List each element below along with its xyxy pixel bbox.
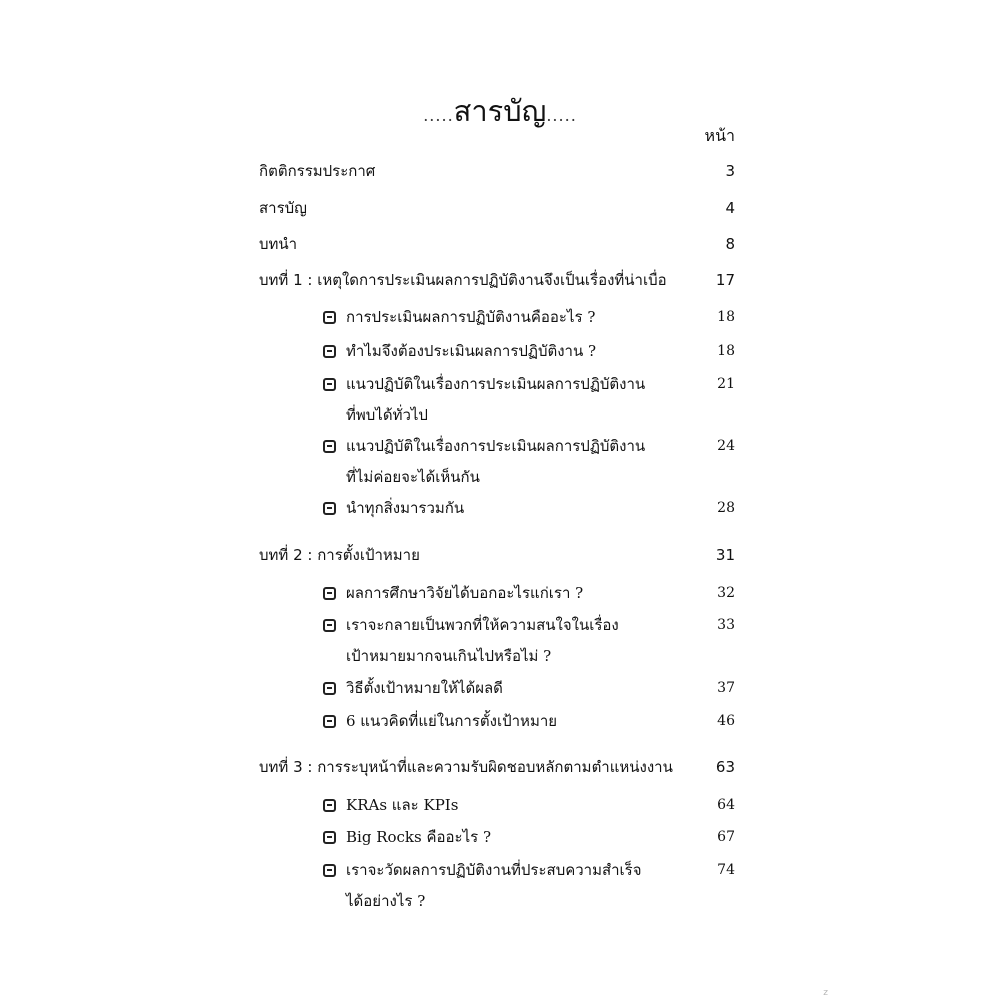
toc-subitem-page: 28	[717, 500, 735, 516]
toc-subitem-page: 46	[717, 713, 735, 729]
toc-subitem-text: 6 แนวคิดที่แย่ในการตั้งเป้าหมาย	[346, 712, 558, 730]
toc-entry-introduction	[259, 233, 735, 255]
toc-subitem-text: การประเมินผลการปฏิบัติงานคืออะไร ?	[346, 308, 596, 326]
toc-subitem	[323, 826, 735, 853]
toc-subitem-text: วิธีตั้งเป้าหมายให้ได้ผลดี	[346, 679, 503, 697]
page-column-label: หน้า	[704, 126, 735, 145]
toc-subitem	[323, 614, 735, 672]
toc-entry-acknowledgements	[259, 160, 735, 182]
toc-subitem-text: KRAs และ KPIs	[346, 796, 459, 814]
toc-subitem	[323, 373, 735, 431]
toc-subitem-page: 74	[717, 862, 735, 878]
toc-entry-chapter-2	[259, 544, 735, 566]
toc-entry-page: 3	[725, 162, 735, 180]
toc-subitem-text: ทำไมจึงต้องประเมินผลการปฏิบัติงาน ?	[346, 342, 597, 360]
toc-subitem-page: 67	[717, 829, 735, 845]
toc-entry-text: สารบัญ	[259, 199, 307, 217]
checkbox-bullet-icon	[323, 502, 336, 515]
toc-subitem-text: ผลการศึกษาวิจัยได้บอกอะไรแก่เรา ?	[346, 584, 584, 602]
corner-mark: z	[823, 988, 828, 998]
toc-subitem	[323, 435, 735, 493]
toc-subitem-page: 32	[717, 585, 735, 601]
toc-entry-text: บทที่ 3 : การระบุหน้าที่และความรับผิดชอบหลักตามตำแหน่งงาน	[259, 758, 673, 776]
toc-subitem	[323, 497, 735, 524]
toc-subitem-page: 24	[717, 438, 735, 454]
toc-subitem-text: แนวปฏิบัติในเรื่องการประเมินผลการปฏิบัติงาน ที่พบได้ทั่วไป	[346, 375, 646, 424]
toc-subitem	[323, 306, 735, 333]
toc-entry-text: บทที่ 1 : เหตุใดการประเมินผลการปฏิบัติงานจึงเป็นเรื่องที่น่าเบื่อ	[259, 271, 667, 289]
toc-entry-page: 4	[725, 199, 735, 217]
checkbox-bullet-icon	[323, 864, 336, 877]
toc-entry-page: 63	[715, 758, 735, 776]
toc-entry-chapter-1	[259, 269, 735, 291]
toc-subitem-text: Big Rocks คืออะไร ?	[346, 828, 491, 846]
title-dots-left: .....	[423, 106, 454, 125]
checkbox-bullet-icon	[323, 440, 336, 453]
toc-subitem	[323, 582, 735, 609]
toc-entry-page: 8	[725, 235, 735, 253]
toc-subitem-text: นำทุกสิ่งมารวมกัน	[346, 499, 465, 517]
toc-subitem	[323, 859, 735, 917]
toc-subitem-page: 21	[717, 376, 735, 392]
toc-entry-text: บทที่ 2 : การตั้งเป้าหมาย	[259, 546, 420, 564]
toc-subitem-page: 18	[717, 343, 735, 359]
toc-entry-page: 31	[715, 546, 735, 564]
toc-subitem-text: แนวปฏิบัติในเรื่องการประเมินผลการปฏิบัติงาน ที่ไม่ค่อยจะได้เห็นกัน	[346, 437, 646, 486]
toc-subitem-text: เราจะกลายเป็นพวกที่ให้ความสนใจในเรื่อง เป้าหมายมากจนเกินไปหรือไม่ ?	[346, 616, 619, 665]
toc-subitem-page: 64	[717, 797, 735, 813]
toc-subitem-page: 37	[717, 680, 735, 696]
toc-subitem-text: เราจะวัดผลการปฏิบัติงานที่ประสบความสำเร็จ ได้อย่างไร ?	[346, 861, 642, 910]
toc-entry-text: กิตติกรรมประกาศ	[259, 162, 376, 180]
checkbox-bullet-icon	[323, 715, 336, 728]
checkbox-bullet-icon	[323, 831, 336, 844]
checkbox-bullet-icon	[323, 345, 336, 358]
toc-subitem	[323, 340, 735, 367]
toc-subitem	[323, 794, 735, 821]
checkbox-bullet-icon	[323, 311, 336, 324]
title-dots-right: .....	[546, 106, 577, 125]
toc-entry-text: บทนำ	[259, 235, 298, 253]
toc-subitem	[323, 677, 735, 704]
checkbox-bullet-icon	[323, 619, 336, 632]
toc-subitem	[323, 710, 735, 737]
toc-title-block	[0, 88, 1000, 134]
toc-entry-contents	[259, 197, 735, 219]
checkbox-bullet-icon	[323, 682, 336, 695]
toc-subitem-page: 33	[717, 617, 735, 633]
toc-entry-page: 17	[715, 271, 735, 289]
checkbox-bullet-icon	[323, 378, 336, 391]
checkbox-bullet-icon	[323, 587, 336, 600]
toc-title: สารบัญ	[453, 94, 547, 128]
checkbox-bullet-icon	[323, 799, 336, 812]
toc-entry-chapter-3	[259, 756, 735, 778]
toc-subitem-page: 18	[717, 309, 735, 325]
